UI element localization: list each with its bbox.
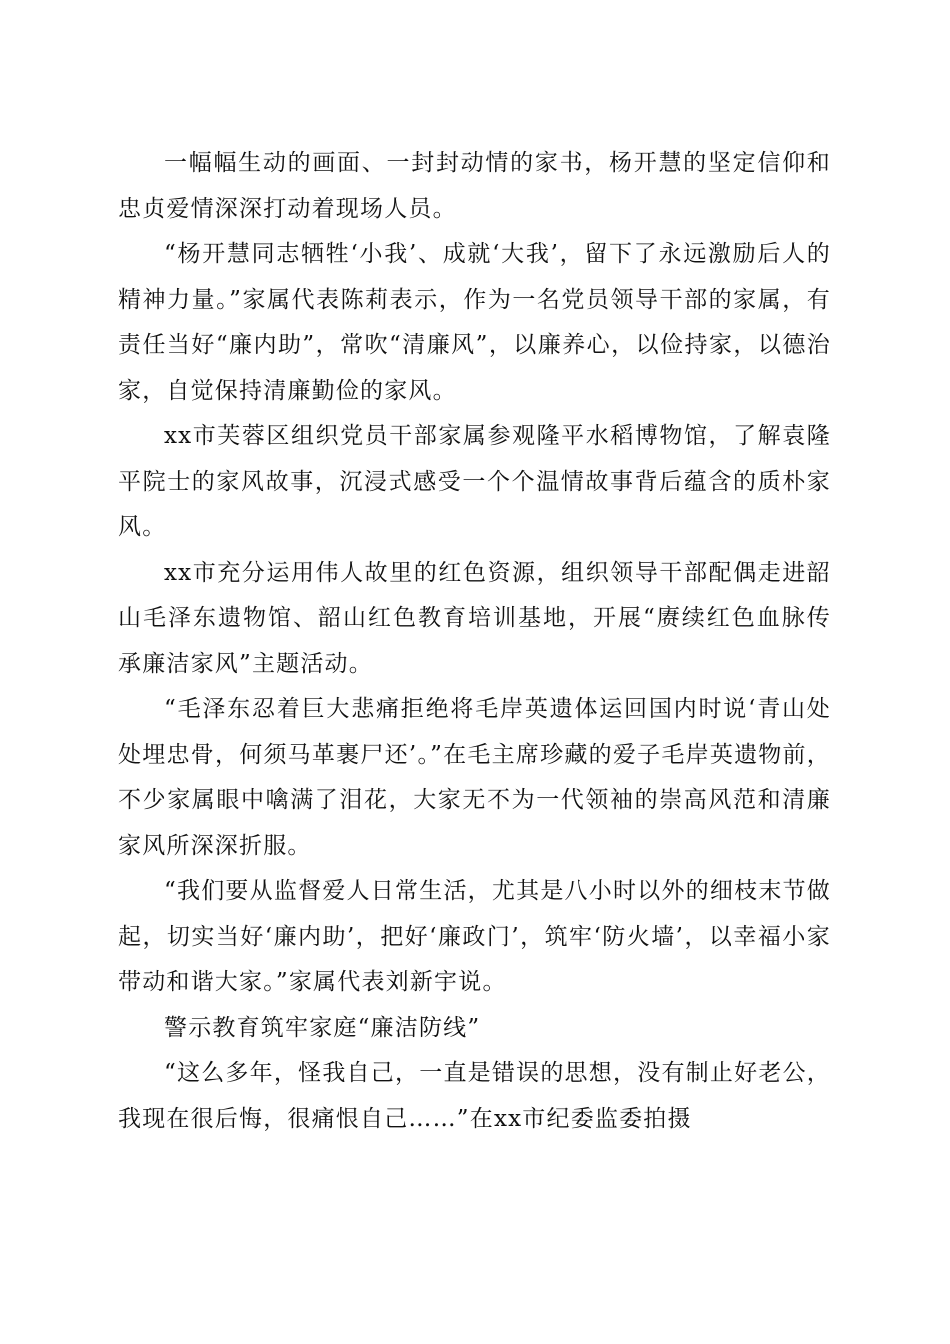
document-body (118, 141, 831, 1142)
section-heading: 警示教育筑牢家庭“廉洁防线” (164, 1014, 481, 1041)
paragraph: “这么多年，怪我自己，一直是错误的思想，没有制止好老公，我现在很后悔，很痛恨自己……”在xx市纪委监委拍摄 (118, 1060, 831, 1132)
paragraph: “毛泽东忍着巨大悲痛拒绝将毛岸英遗体运回国内时说‘青山处处埋忠骨，何须马革裹尸还’。”在毛主席珍藏的爱子毛岸英遗物前，不少家属眼中噙满了泪花，大家无不为一代领袖的崇高风范和清廉家风所深深折服。 (118, 696, 831, 859)
paragraph: xx市充分运用伟人故里的红色资源，组织领导干部配偶走进韶山毛泽东遗物馆、韶山红色教育培训基地，开展“赓续红色血脉传承廉洁家风”主题活动。 (118, 559, 831, 677)
paragraph: 一幅幅生动的画面、一封封动情的家书，杨开慧的坚定信仰和忠贞爱情深深打动着现场人员。 (118, 150, 831, 222)
paragraph: “我们要从监督爱人日常生活，尤其是八小时以外的细枝末节做起，切实当好‘廉内助’，把好‘廉政门’，筑牢‘防火墙’，以幸福小家带动和谐大家。”家属代表刘新宇说。 (118, 878, 831, 995)
paragraph: xx市芙蓉区组织党员干部家属参观隆平水稻博物馆，了解袁隆平院士的家风故事，沉浸式感受一个个温情故事背后蕴含的质朴家风。 (118, 423, 831, 540)
paragraph: “杨开慧同志牺牲‘小我’、成就‘大我’，留下了永远激励后人的精神力量。”家属代表陈莉表示，作为一名党员领导干部的家属，有责任当好“廉内助”，常吹“清廉风”，以廉养心，以俭持家，以德治家，自觉保持清廉勤俭的家风。 (118, 241, 831, 404)
